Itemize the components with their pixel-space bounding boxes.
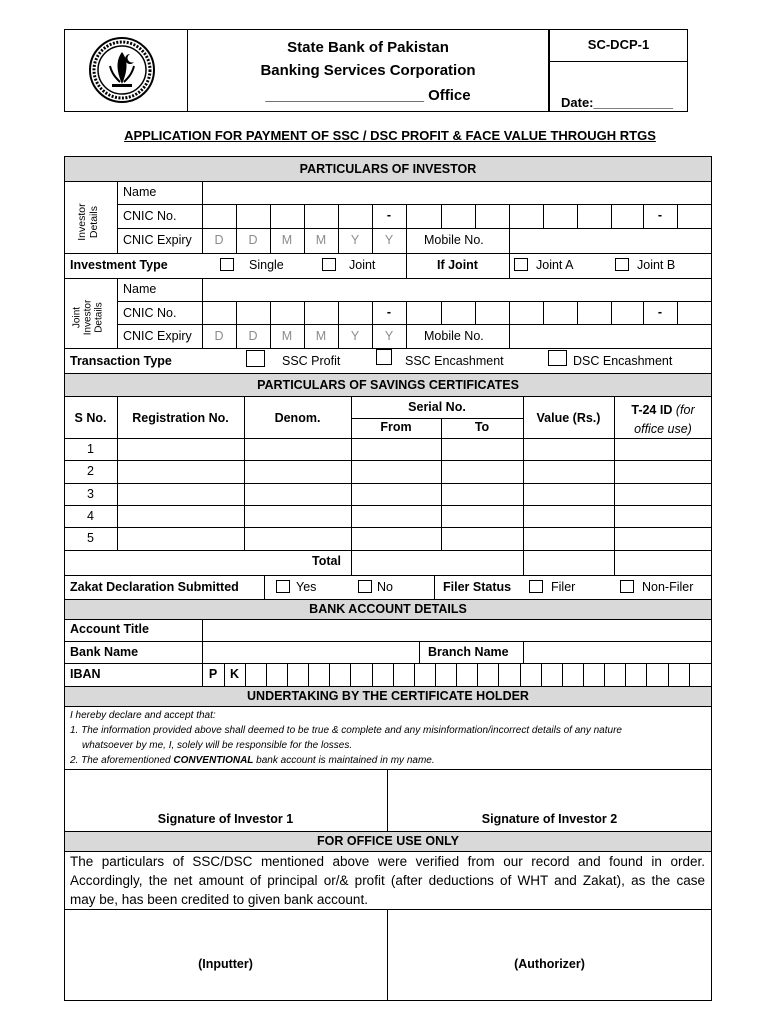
line: [441, 301, 442, 324]
certificates-section-title: PARTICULARS OF SAVINGS CERTIFICATES: [257, 378, 519, 392]
line: [64, 438, 712, 439]
line: [475, 301, 476, 324]
line: [677, 301, 678, 324]
form-code: SC-DCP-1: [587, 37, 650, 52]
org-subname: Banking Services Corporation: [260, 62, 476, 79]
date-box-left: [549, 61, 550, 112]
line: [509, 301, 510, 348]
date-letter: Y: [350, 233, 360, 247]
line: [266, 663, 267, 686]
undertaking-point1: 1. The information provided above shall deemed to be true & complete and any misinformation/incorrect details of any nature: [70, 725, 622, 736]
bank-section-title: BANK ACCOUNT DETAILS: [309, 602, 467, 616]
joint-side-label: Joint Investor Details: [71, 299, 105, 336]
ssc-profit-label: SSC Profit: [282, 354, 341, 368]
row-number: 4: [87, 509, 94, 523]
joint-cnic-label: CNIC No.: [123, 306, 177, 320]
dsc-encashment-label: DSC Encashment: [573, 354, 673, 368]
line: [64, 706, 712, 707]
line: [117, 278, 118, 349]
joint-b-checkbox[interactable]: [615, 258, 629, 271]
investor-section-title: PARTICULARS OF INVESTOR: [299, 162, 477, 176]
undertaking-point2: [70, 756, 435, 766]
non-filer-checkbox[interactable]: [620, 580, 634, 593]
name-label: Name: [123, 185, 157, 199]
line: [406, 253, 407, 278]
office-line: ___________________ Office: [265, 87, 471, 104]
account-title-label: Account Title: [70, 622, 149, 636]
sbp-logo: [88, 36, 156, 104]
line: [577, 204, 578, 228]
joint-name-label: Name: [123, 282, 157, 296]
line: [351, 418, 523, 419]
joint-mobile-label: Mobile No.: [424, 329, 484, 343]
line: [577, 301, 578, 324]
line: [646, 663, 647, 686]
line: [689, 663, 690, 686]
line: [350, 663, 351, 686]
line: [441, 204, 442, 228]
line: [406, 204, 407, 253]
date-field[interactable]: Date:___________: [561, 95, 674, 110]
line: [308, 663, 309, 686]
joint-date-letter: D: [248, 329, 258, 343]
line: [543, 301, 544, 324]
date-letter: M: [315, 233, 327, 247]
joint-a-checkbox[interactable]: [514, 258, 528, 271]
undertaking-section-title: UNDERTAKING BY THE CERTIFICATE HOLDER: [247, 689, 529, 703]
col-sno: S No.: [74, 411, 107, 425]
ssc-profit-checkbox[interactable]: [246, 350, 265, 367]
zakat-yes-label: Yes: [296, 580, 317, 594]
total-label: Total: [312, 554, 341, 568]
transaction-type-label: Transaction Type: [70, 354, 172, 368]
line: [611, 204, 612, 228]
col-serial: Serial No.: [408, 400, 466, 414]
line: [245, 663, 246, 686]
line: [419, 641, 420, 663]
joint-date-letter: D: [214, 329, 224, 343]
cnic-expiry-label: CNIC Expiry: [123, 233, 192, 247]
col-t24: [614, 401, 712, 439]
joint-cnic-dash: -: [386, 305, 392, 319]
signature-investor-2-field[interactable]: [388, 770, 711, 812]
line: [456, 663, 457, 686]
joint-label: Joint: [349, 258, 376, 272]
cnic-dash: -: [657, 208, 663, 222]
line: [64, 851, 712, 852]
iban-label: IBAN: [70, 667, 101, 681]
line: [64, 505, 712, 506]
joint-cnic-expiry-label: CNIC Expiry: [123, 329, 192, 343]
single-checkbox[interactable]: [220, 258, 234, 271]
bank-name-field[interactable]: [203, 642, 419, 663]
line: [668, 663, 669, 686]
line: [64, 527, 712, 528]
bank-name-label: Bank Name: [70, 645, 139, 659]
zakat-yes-checkbox[interactable]: [276, 580, 290, 593]
branch-name-field[interactable]: [524, 642, 711, 663]
date-letter: M: [281, 233, 293, 247]
office-text-line2: Accordingly, the net amount of principal or/& profit (after deductions of WHT and Zakat), as the case: [70, 873, 705, 888]
joint-date-letter: M: [281, 329, 293, 343]
name-field[interactable]: [203, 182, 711, 204]
line: [117, 204, 712, 205]
line: [117, 301, 712, 302]
col-from: From: [380, 420, 412, 434]
row-number: 2: [87, 464, 94, 478]
row-number: 1: [87, 442, 94, 456]
line: [117, 228, 712, 229]
branch-name-label: Branch Name: [428, 645, 509, 659]
org-name: State Bank of Pakistan: [287, 39, 449, 56]
row-number: 3: [87, 487, 94, 501]
zakat-label: Zakat Declaration Submitted: [70, 580, 239, 594]
form-title: APPLICATION FOR PAYMENT OF SSC / DSC PROFIT & FACE VALUE THROUGH RTGS: [124, 128, 656, 143]
iban-prefix-letter: P: [208, 667, 218, 681]
signature-investor-1-label: Signature of Investor 1: [157, 812, 294, 826]
joint-date-letter: Y: [350, 329, 360, 343]
signature-investor-2-label: Signature of Investor 2: [481, 812, 618, 826]
line: [611, 301, 612, 324]
col-registration: Registration No.: [132, 411, 229, 425]
line: [414, 663, 415, 686]
col-to: To: [474, 420, 490, 434]
filer-label: Filer: [551, 580, 576, 594]
undertaking-point1-cont: whatsoever by me, I, solely will be responsible for the losses.: [82, 740, 353, 751]
point2-pre: 2. The aforementioned: [70, 755, 174, 766]
single-label: Single: [249, 258, 284, 272]
line: [625, 663, 626, 686]
joint-name-field[interactable]: [203, 279, 711, 301]
joint-date-letter: M: [315, 329, 327, 343]
office-text-line1: The particulars of SSC/DSC mentioned above were verified from our record and found in order.: [70, 854, 705, 869]
authorizer-label: (Authorizer): [514, 957, 585, 971]
line: [287, 663, 288, 686]
line: [477, 663, 478, 686]
date-box-right: [687, 61, 688, 112]
t24-note: (for: [675, 403, 695, 417]
line: [434, 575, 435, 599]
line: [604, 663, 605, 686]
line: [677, 204, 678, 228]
t24-note2: office use): [634, 422, 692, 436]
investor-side-label: Investor Details: [75, 203, 100, 241]
line: [541, 663, 542, 686]
joint-cnic-dash: -: [657, 305, 663, 319]
line: [406, 301, 407, 348]
office-text-line3: may be, has been credited to given bank account.: [70, 892, 368, 907]
line: [435, 663, 436, 686]
line: [562, 663, 563, 686]
cnic-label: CNIC No.: [123, 209, 177, 223]
non-filer-label: Non-Filer: [642, 580, 694, 594]
undertaking-intro: I hereby declare and accept that:: [70, 710, 216, 721]
line: [64, 483, 712, 484]
filer-checkbox[interactable]: [529, 580, 543, 593]
point2-post: bank account is maintained in my name.: [253, 755, 435, 766]
line: [329, 663, 330, 686]
inputter-signature-field[interactable]: [65, 910, 386, 955]
line: [520, 663, 521, 686]
signature-investor-1-field[interactable]: [65, 770, 386, 812]
if-joint-label: If Joint: [437, 258, 478, 272]
iban-prefix-letter: K: [229, 667, 240, 681]
line: [543, 204, 544, 228]
joint-b-label: Joint B: [637, 258, 676, 272]
investment-type-label: Investment Type: [70, 258, 168, 272]
line: [583, 663, 584, 686]
line: [264, 575, 265, 599]
ssc-encashment-label: SSC Encashment: [405, 354, 504, 368]
dsc-encashment-checkbox[interactable]: [548, 350, 567, 366]
office-section-title: FOR OFFICE USE ONLY: [317, 834, 459, 848]
cnic-dash: -: [386, 208, 392, 222]
joint-checkbox[interactable]: [322, 258, 336, 271]
joint-date-letter: Y: [384, 329, 394, 343]
col-denom: Denom.: [274, 411, 321, 425]
line: [372, 663, 373, 686]
joint-a-label: Joint A: [536, 258, 574, 272]
line: [224, 663, 225, 686]
account-title-field[interactable]: [203, 620, 711, 641]
date-letter: D: [214, 233, 224, 247]
line: [509, 253, 510, 278]
line: [117, 181, 118, 253]
inputter-label: (Inputter): [198, 957, 253, 971]
t24-label: T-24 ID: [631, 403, 673, 417]
zakat-no-label: No: [377, 580, 393, 594]
mobile-label: Mobile No.: [424, 233, 484, 247]
date-box-bottom: [549, 111, 688, 112]
line: [509, 204, 510, 253]
filer-status-label: Filer Status: [443, 580, 512, 594]
line: [498, 663, 499, 686]
row-number: 5: [87, 531, 94, 545]
col-value: Value (Rs.): [536, 411, 601, 425]
line: [117, 324, 712, 325]
line: [64, 550, 712, 551]
authorizer-signature-field[interactable]: [388, 910, 711, 955]
line: [475, 204, 476, 228]
date-letter: D: [248, 233, 258, 247]
date-letter: Y: [384, 233, 394, 247]
line: [64, 575, 712, 576]
zakat-no-checkbox[interactable]: [358, 580, 372, 593]
line: [393, 663, 394, 686]
line: [64, 663, 712, 664]
line: [64, 253, 712, 254]
line: [64, 460, 712, 461]
point2-bold: CONVENTIONAL: [173, 755, 254, 766]
ssc-encashment-checkbox[interactable]: [376, 349, 392, 365]
